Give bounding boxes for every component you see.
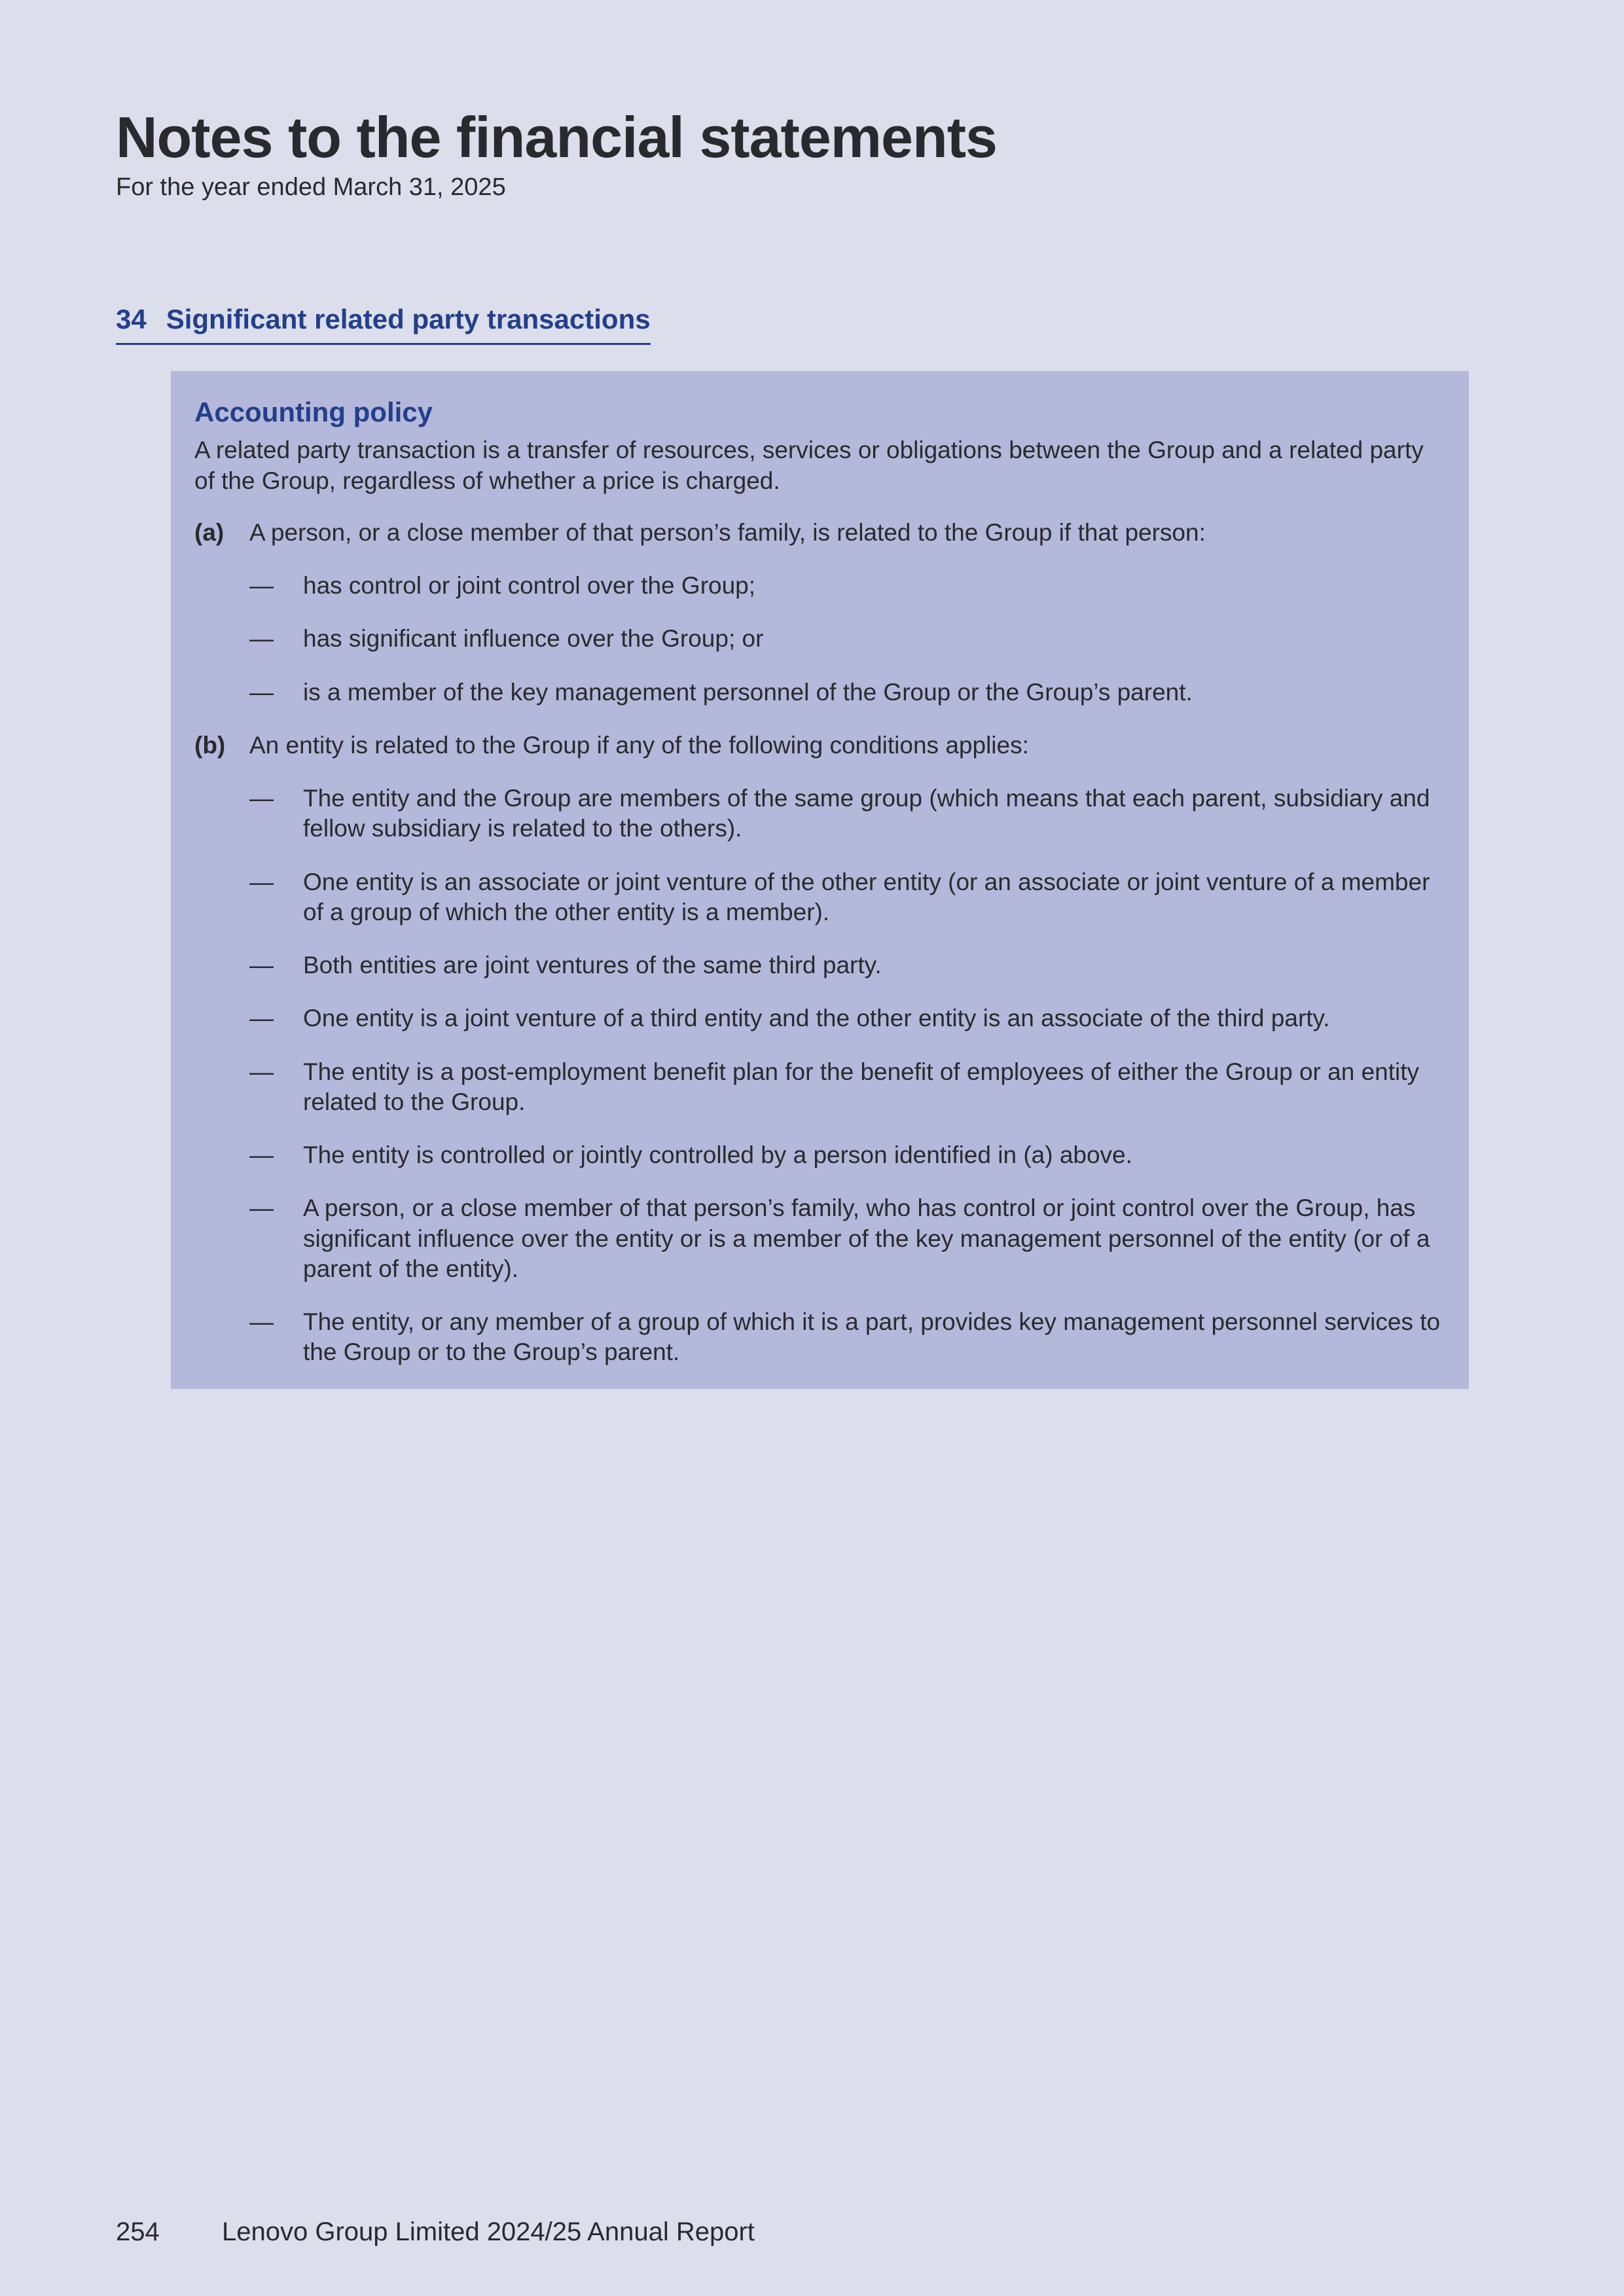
- page-footer: [116, 2217, 755, 2247]
- item-text: A person, or a close member of that person’s family, is related to the Group if that person:: [249, 518, 1206, 546]
- bullet-text: The entity is controlled or jointly controlled by a person identified in (a) above.: [303, 1141, 1132, 1169]
- dash-icon: —: [249, 1141, 274, 1169]
- policy-item-b: [194, 730, 1445, 761]
- bullet-item: [249, 1307, 1445, 1368]
- item-marker: (b): [194, 731, 226, 759]
- bullet-item: [249, 624, 1445, 654]
- bullet-item: [249, 1057, 1445, 1118]
- bullet-item: [249, 1003, 1445, 1033]
- policy-intro: A related party transaction is a transfer of resources, services or obligations between the Group and a related party of the Group, regardless of whether a price is charged.: [194, 437, 1424, 494]
- publication-title: Lenovo Group Limited 2024/25 Annual Report: [222, 2217, 755, 2246]
- bullet-text: One entity is a joint venture of a third entity and the other entity is an associate of the third party.: [303, 1005, 1330, 1032]
- section-number: 34: [116, 304, 147, 334]
- policy-heading: Accounting policy: [194, 397, 433, 427]
- page-subtitle: For the year ended March 31, 2025: [116, 173, 506, 201]
- section-title: Significant related party transactions: [166, 304, 651, 334]
- accounting-policy-box: [171, 371, 1469, 1389]
- dash-icon: —: [249, 572, 274, 600]
- dash-icon: —: [249, 952, 274, 979]
- bullet-text: The entity is a post-employment benefit plan for the benefit of employees of either the Group or an entity related to the Group.: [303, 1058, 1420, 1115]
- bullet-text: Both entities are joint ventures of the same third party.: [303, 952, 882, 979]
- bullet-item: [249, 571, 1445, 601]
- bullet-item: [249, 1193, 1445, 1284]
- dash-icon: —: [249, 1308, 274, 1336]
- bullet-text: has control or joint control over the Group;: [303, 572, 756, 600]
- bullet-text: A person, or a close member of that person’s family, who has control or joint control over the Group, has significant influence over the entity or is a member of the key management personnel of the entity (or of a parent of the entity).: [303, 1194, 1430, 1282]
- dash-icon: —: [249, 1005, 274, 1032]
- item-marker: (a): [194, 518, 225, 546]
- page-title: Notes to the financial statements: [116, 105, 997, 170]
- dash-icon: —: [249, 1058, 274, 1085]
- bullet-text: The entity and the Group are members of the same group (which means that each parent, subsidiary and fellow subsidiary is related to the others).: [303, 785, 1430, 842]
- dash-icon: —: [249, 678, 274, 706]
- bullet-item: [249, 867, 1445, 928]
- dash-icon: —: [249, 785, 274, 812]
- bullet-text: One entity is an associate or joint venture of the other entity (or an associate or joint venture of a member of a group of which the other entity is a member).: [303, 868, 1430, 925]
- bullet-item: [249, 950, 1445, 980]
- policy-item-a: [194, 518, 1445, 548]
- bullet-text: The entity, or any member of a group of which it is a part, provides key management personnel services to the Group or to the Group’s parent.: [303, 1308, 1441, 1366]
- section-heading: [116, 304, 651, 345]
- bullet-text: is a member of the key management personnel of the Group or the Group’s parent.: [303, 678, 1193, 706]
- bullet-item: [249, 677, 1445, 708]
- item-text: An entity is related to the Group if any of the following conditions applies:: [249, 731, 1029, 759]
- bullet-text: has significant influence over the Group; or: [303, 625, 764, 653]
- dash-icon: —: [249, 1194, 274, 1222]
- page-number: 254: [116, 2217, 160, 2246]
- dash-icon: —: [249, 868, 274, 895]
- bullet-item: [249, 1140, 1445, 1170]
- bullet-item: [249, 783, 1445, 844]
- dash-icon: —: [249, 625, 274, 653]
